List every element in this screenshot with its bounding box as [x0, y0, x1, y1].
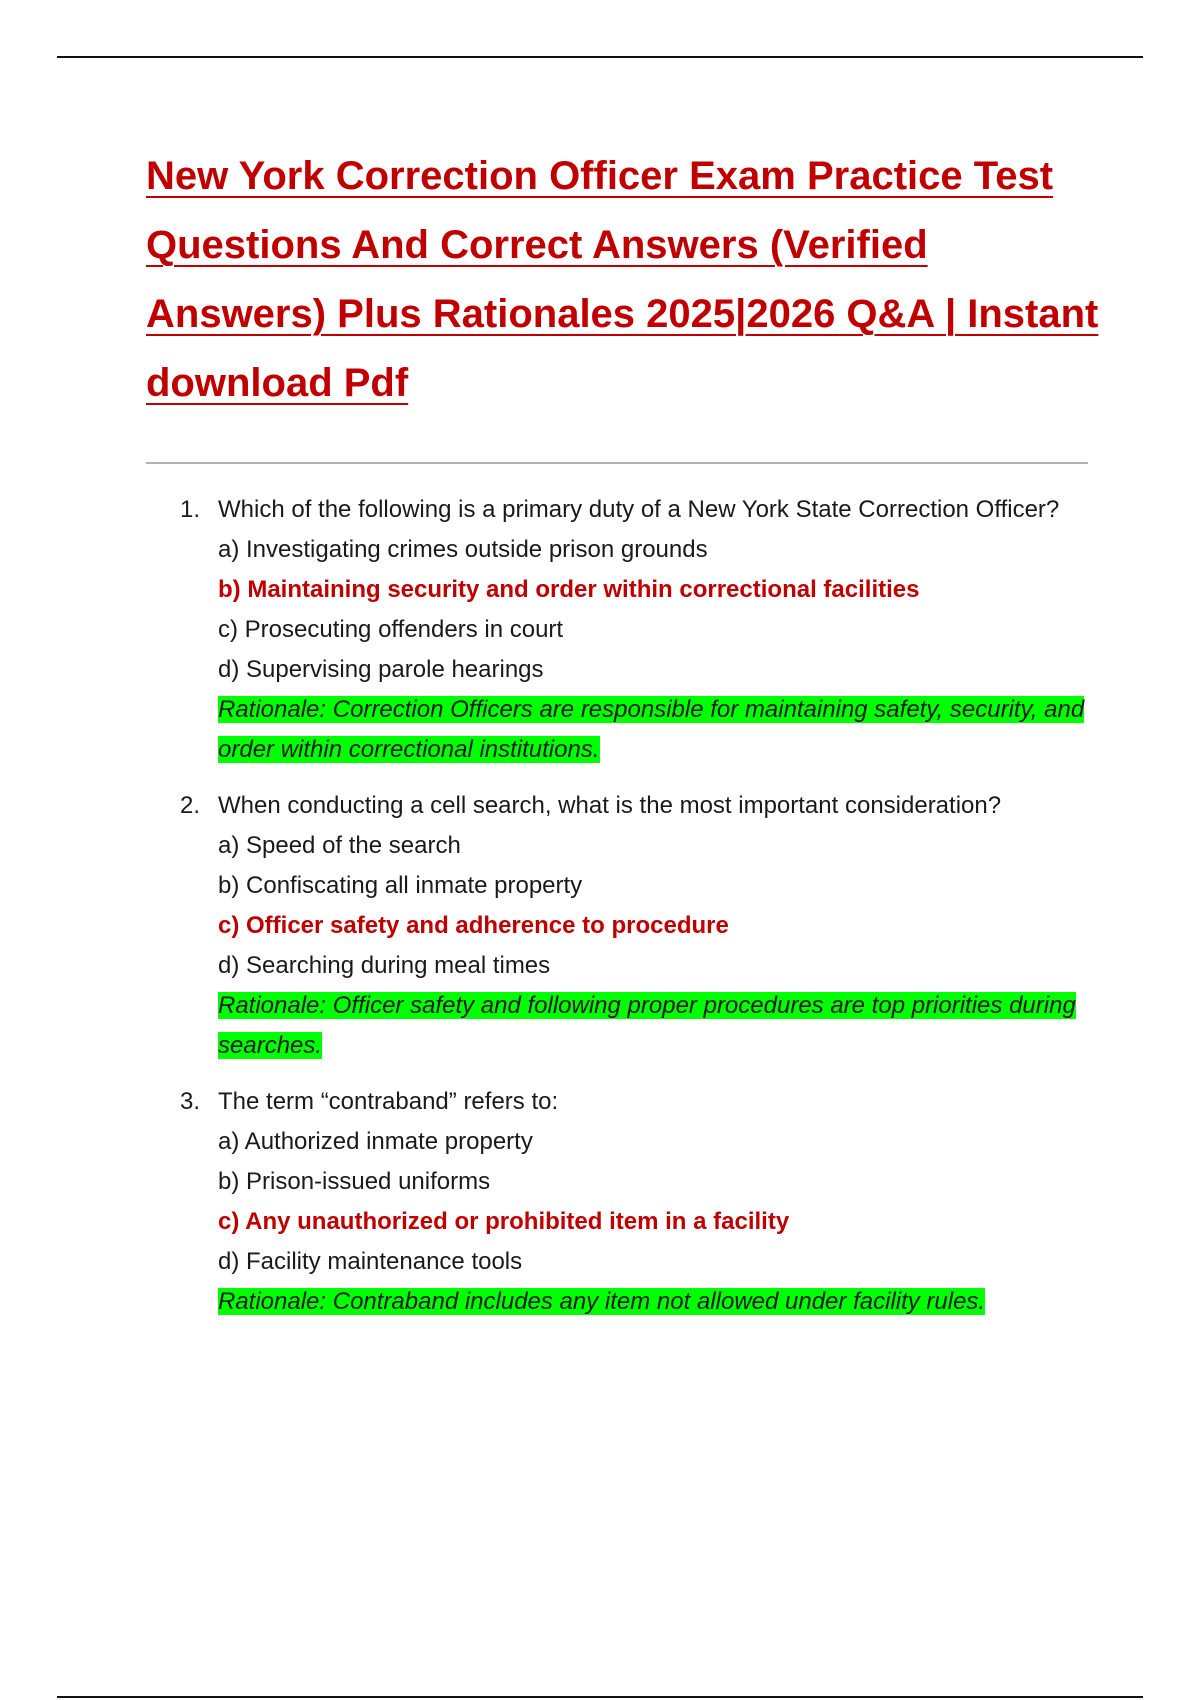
- question-number: 1.: [180, 496, 201, 523]
- answer-option-a: a) Investigating crimes outside prison grounds: [218, 536, 708, 563]
- question-number: 2.: [180, 792, 201, 819]
- question-1: [146, 490, 1106, 770]
- rationale-text: Rationale: Officer safety and following proper procedures are top priorities during searches.: [218, 992, 1076, 1059]
- answer-option-d: d) Searching during meal times: [218, 952, 551, 979]
- question-text: The term “contraband” refers to:: [218, 1088, 559, 1115]
- correct-answer-option-c: c) Officer safety and adherence to procedure: [218, 912, 729, 939]
- answer-option-a: a) Speed of the search: [218, 832, 461, 859]
- answer-option-b: b) Confiscating all inmate property: [218, 872, 583, 899]
- document-title: New York Correction Officer Exam Practice Test Questions And Correct Answers (Verified Answers) Plus Rationales 2025|2026 Q&A | Instant download Pdf: [146, 154, 1099, 405]
- answer-option-c: c) Prosecuting offenders in court: [218, 616, 564, 643]
- correct-answer-option-c: c) Any unauthorized or prohibited item in a facility: [218, 1208, 790, 1235]
- question-text: Which of the following is a primary duty of a New York State Correction Officer?: [218, 496, 1060, 523]
- bottom-rule: [57, 1696, 1143, 1698]
- question-number: 3.: [180, 1088, 201, 1115]
- rationale: [218, 1282, 1106, 1322]
- rationale-text: Rationale: Contraband includes any item not allowed under facility rules.: [218, 1288, 986, 1315]
- question-text: When conducting a cell search, what is the most important consideration?: [218, 792, 1002, 819]
- answer-option-a: a) Authorized inmate property: [218, 1128, 533, 1155]
- question-2: [146, 786, 1106, 1066]
- answer-option-d: d) Facility maintenance tools: [218, 1248, 523, 1275]
- correct-answer-option-b: b) Maintaining security and order within correctional facilities: [218, 576, 920, 603]
- top-rule: [57, 56, 1143, 58]
- rationale: [218, 986, 1106, 1066]
- title-separator: [146, 462, 1088, 464]
- question-list: [146, 490, 1106, 1338]
- question-3: [146, 1082, 1106, 1322]
- answer-option-b: b) Prison-issued uniforms: [218, 1168, 491, 1195]
- rationale: [218, 690, 1106, 770]
- rationale-text: Rationale: Correction Officers are responsible for maintaining safety, security, and order within correctional institutions.: [218, 696, 1085, 763]
- answer-option-d: d) Supervising parole hearings: [218, 656, 544, 683]
